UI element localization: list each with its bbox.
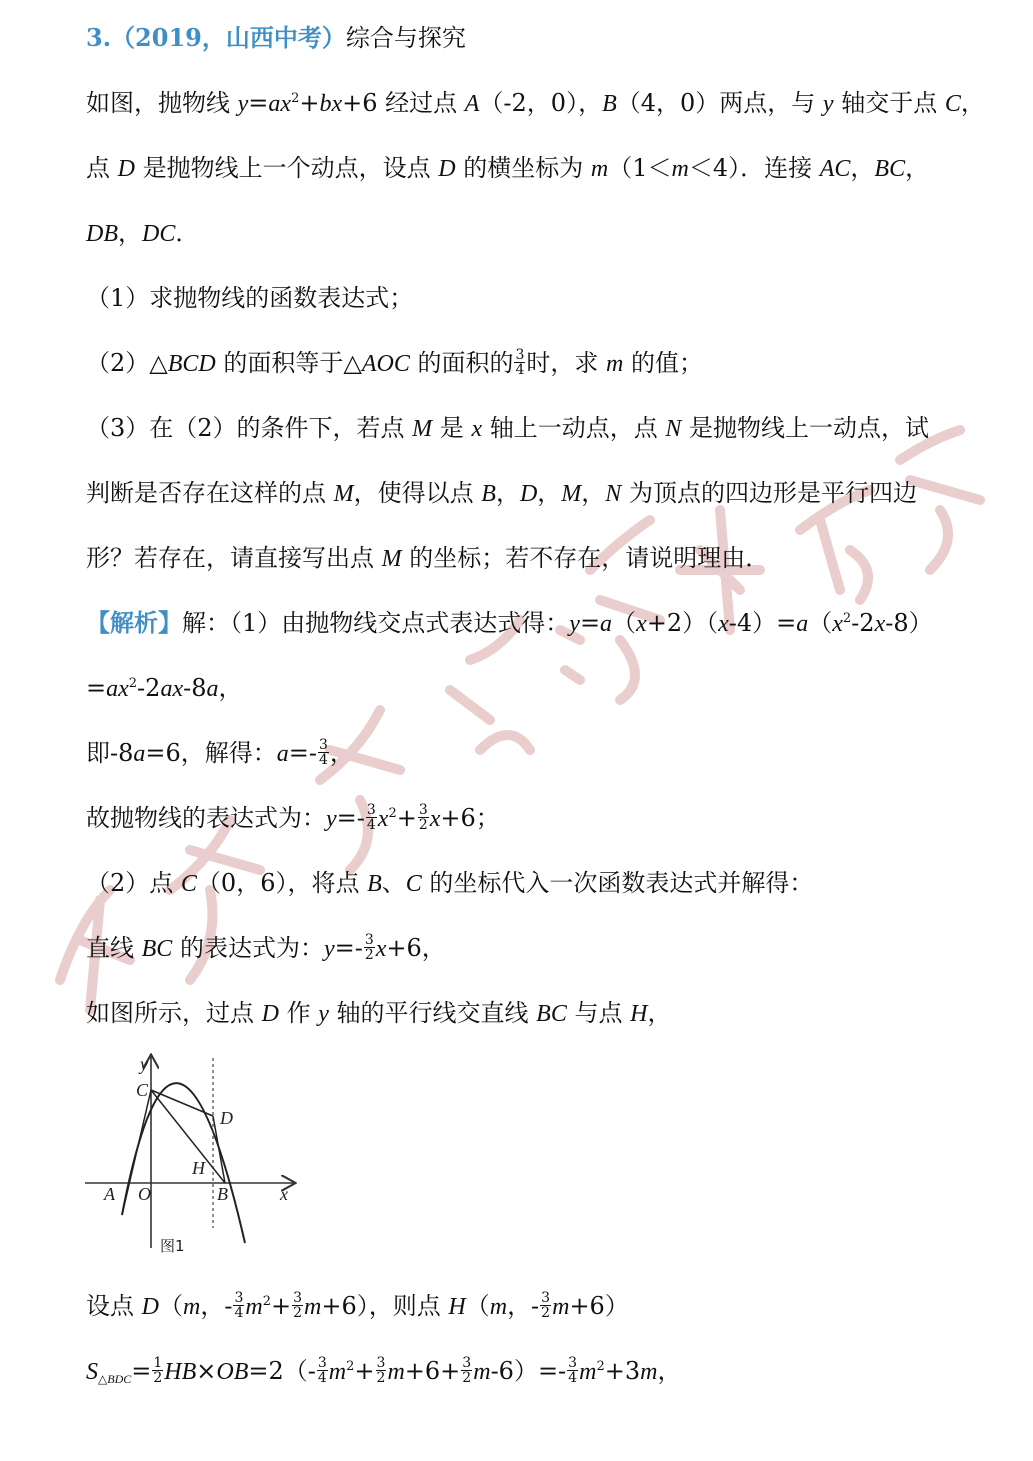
parabola-figure <box>80 1048 300 1258</box>
solution-line-1: 【解析】解：（1）由抛物线交点式表达式得：$y=a(x+2)(x-4)=a(x^2-2x-8)$ <box>86 608 933 637</box>
solution-line-9: $S_{\triangle BDC}=$ $\frac{1}{2}$ HB×OB=2（- $\frac{3}{4}$ $m^2+$ $\frac{3}{2}$ m+6+ $\frac{3}{2}$ m-6）=- $\frac{3}{4}$ $m^2+3m$， <box>86 1355 682 1386</box>
question-3-line-2: 判断是否存在这样的点 M，使得以点 B，D，M，N 为顶点的四边形是平行四边 <box>86 479 917 507</box>
solution-line-2: $=ax^2-2ax-8a$， <box>86 674 243 702</box>
watermark-stamp <box>20 420 1020 1020</box>
line-CD <box>151 1090 213 1116</box>
label-x: x <box>280 1184 288 1204</box>
label-D: D <box>220 1108 233 1128</box>
label-O: O <box>138 1184 151 1204</box>
label-A: A <box>104 1184 115 1204</box>
solution-line-5: （2）点 C（0，6），将点 B、C 的坐标代入一次函数表达式并解得： <box>86 869 814 897</box>
question-3-line-1: （3）在（2）的条件下，若点 M 是 x 轴上一动点，点 N 是抛物线上一动点，试 <box>86 414 930 442</box>
problem-line-3: DB，DC． <box>86 219 200 247</box>
problem-title: 3.（2019，山西中考）综合与探究 <box>86 23 466 52</box>
solution-line-4: 故抛物线的表达式为：y=- $\frac{3}{4}$ $x^2+$ $\frac{3}{2}$ x+6； <box>86 802 500 833</box>
question-2: （2）△BCD 的面积等于△AOC 的面积的 $\frac{3}{4}$ 时，求 m 的值； <box>86 347 704 378</box>
label-C: C <box>136 1080 149 1100</box>
question-1: （1）求抛物线的函数表达式； <box>86 284 414 312</box>
problem-line-2: 点 D 是抛物线上一个动点，设点 D 的横坐标为 m（1＜m＜4）．连接 AC，BC， <box>86 154 930 182</box>
figure-caption: 图1 <box>160 1237 185 1255</box>
problem-line-1: 如图，抛物线 $y=ax^2+bx+6$ 经过点 A（-2，0），B（4，0）两点，与 y 轴交于点 C， <box>86 89 985 117</box>
solution-line-8: 设点 D（m，- $\frac{3}{4}$ $m^2+$ $\frac{3}{2}$ m+6），则点 H（m，- $\frac{3}{2}$ m+6） <box>86 1290 629 1321</box>
solution-line-3: 即-8a=6，解得：a=- $\frac{3}{4}$ ， <box>86 737 354 768</box>
label-y: y <box>140 1054 148 1074</box>
solution-line-7: 如图所示，过点 D 作 y 轴的平行线交直线 BC 与点 H， <box>86 999 672 1027</box>
question-3-line-3: 形？若存在，请直接写出点 M 的坐标；若不存在，请说明理由． <box>86 544 770 572</box>
label-B: B <box>217 1184 228 1204</box>
label-H: H <box>192 1158 205 1178</box>
solution-line-6: 直线 BC 的表达式为：y=- $\frac{3}{2}$ x+6， <box>86 932 446 963</box>
